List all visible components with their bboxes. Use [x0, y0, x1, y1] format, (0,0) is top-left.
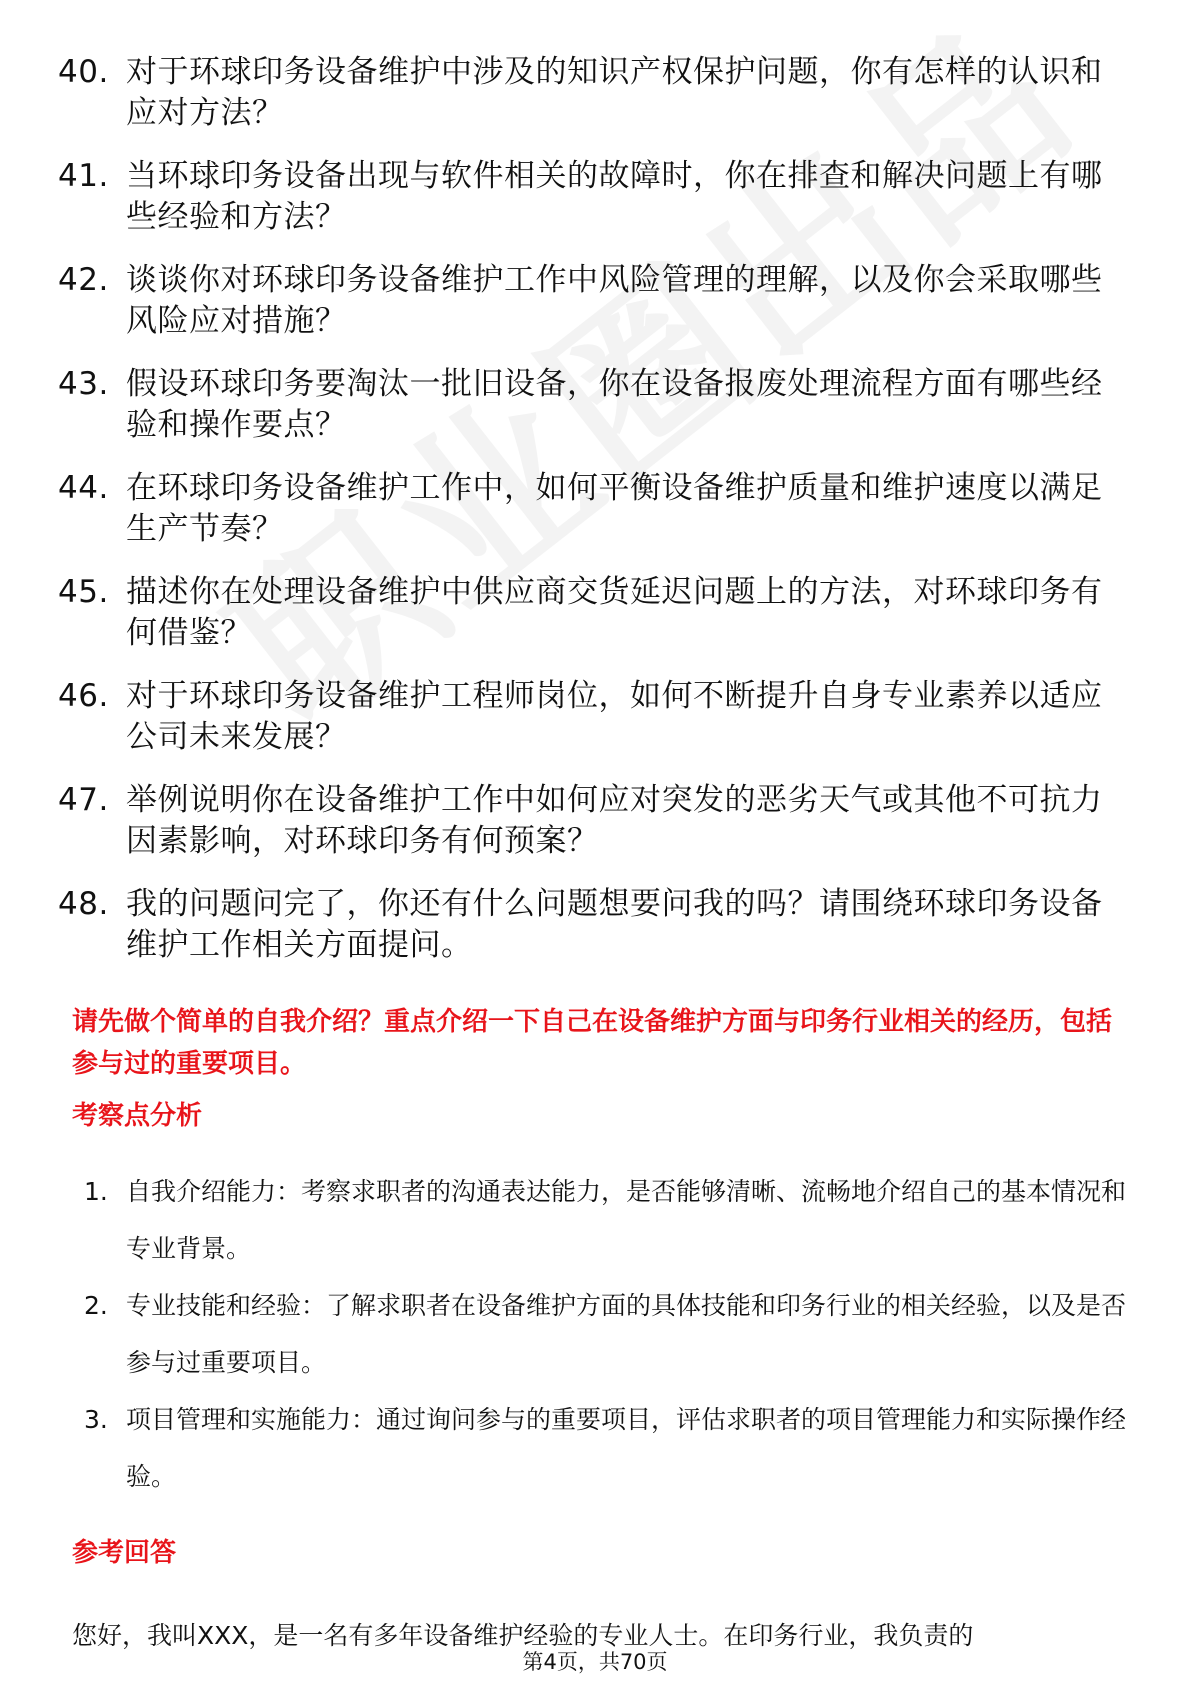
analysis-heading: 考察点分析 — [72, 1101, 203, 1131]
question-item — [58, 780, 1128, 862]
question-text: 我的问题问完了，你还有什么问题想要问我的吗？请围绕环球印务设备维护工作相关方面提问。 — [126, 886, 1103, 963]
question-text: 谈谈你对环球印务设备维护工作中风险管理的理解，以及你会采取哪些风险应对措施？ — [126, 262, 1103, 339]
question-number: 48. — [58, 886, 109, 922]
point-number: 1. — [84, 1177, 108, 1206]
question-item — [58, 260, 1128, 342]
reference-answer: 您好，我叫XXX，是一名有多年设备维护经验的专业人士。在印务行业，我负责的 — [72, 1621, 974, 1650]
question-item — [58, 676, 1128, 758]
point-number: 2. — [84, 1291, 108, 1320]
question-text: 对于环球印务设备维护中涉及的知识产权保护问题，你有怎样的认识和应对方法？ — [126, 54, 1103, 131]
question-number: 47. — [58, 782, 109, 818]
question-item — [58, 468, 1128, 550]
featured-question: 请先做个简单的自我介绍？重点介绍一下自己在设备维护方面与印务行业相关的经历，包括参与过的重要项目。 — [72, 1007, 1113, 1079]
point-text: 自我介绍能力：考察求职者的沟通表达能力，是否能够清晰、流畅地介绍自己的基本情况和专业背景。 — [126, 1177, 1127, 1263]
question-text: 在环球印务设备维护工作中，如何平衡设备维护质量和维护速度以满足生产节奏？ — [126, 470, 1103, 547]
question-text: 描述你在处理设备维护中供应商交货延迟问题上的方法，对环球印务有何借鉴？ — [126, 574, 1103, 651]
question-number: 43. — [58, 366, 109, 402]
question-number: 42. — [58, 262, 109, 298]
reference-heading: 参考回答 — [72, 1538, 177, 1568]
question-number: 45. — [58, 574, 109, 610]
question-list — [58, 52, 1128, 988]
question-number: 41. — [58, 158, 109, 194]
point-text: 项目管理和实施能力：通过询问参与的重要项目，评估求职者的项目管理能力和实际操作经验。 — [126, 1405, 1127, 1491]
question-text: 假设环球印务要淘汰一批旧设备，你在设备报废处理流程方面有哪些经验和操作要点？ — [126, 366, 1103, 443]
point-number: 3. — [84, 1405, 108, 1434]
question-item — [58, 884, 1128, 966]
question-item — [58, 364, 1128, 446]
question-item — [58, 52, 1128, 134]
question-item — [58, 156, 1128, 238]
question-item — [58, 572, 1128, 654]
analysis-point — [84, 1163, 1134, 1277]
question-text: 举例说明你在设备维护工作中如何应对突发的恶劣天气或其他不可抗力因素影响，对环球印务有何预案？ — [126, 782, 1103, 859]
question-number: 44. — [58, 470, 109, 506]
analysis-point — [84, 1391, 1134, 1505]
analysis-point — [84, 1277, 1134, 1391]
analysis-points — [84, 1163, 1134, 1505]
page-footer: 第4页，共70页 — [522, 1650, 668, 1674]
question-number: 40. — [58, 54, 109, 90]
point-text: 专业技能和经验：了解求职者在设备维护方面的具体技能和印务行业的相关经验，以及是否参与过重要项目。 — [126, 1291, 1127, 1377]
question-text: 当环球印务设备出现与软件相关的故障时，你在排查和解决问题上有哪些经验和方法？ — [126, 158, 1103, 235]
question-number: 46. — [58, 678, 109, 714]
question-text: 对于环球印务设备维护工程师岗位，如何不断提升自身专业素养以适应公司未来发展？ — [126, 678, 1103, 755]
